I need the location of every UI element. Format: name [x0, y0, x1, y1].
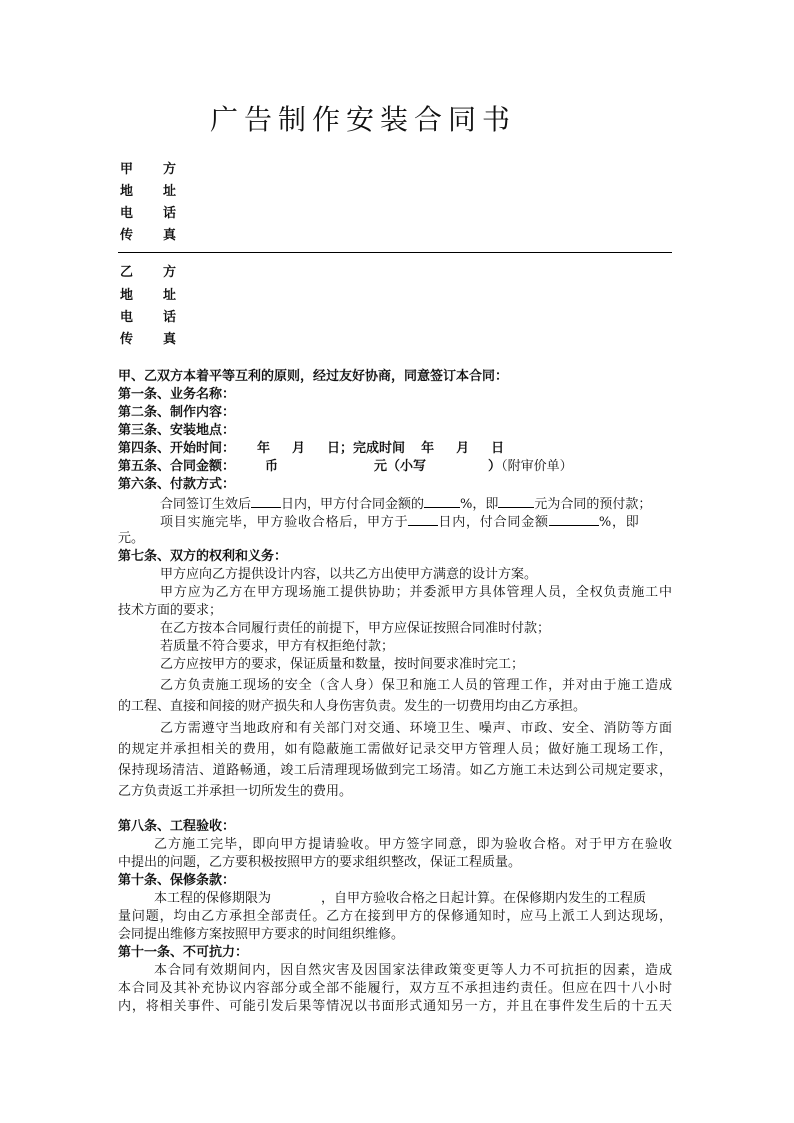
- clause-7-line: 乙方需遵守当地政府和有关部门对交通、环境卫生、噪声、市政、安全、消防等方面: [160, 721, 672, 736]
- end-day: 日: [491, 441, 505, 456]
- party-a-fax-1: 传: [120, 228, 134, 243]
- clause-11-label: 第十一条、不可抗力：: [118, 945, 249, 960]
- start-day: 日；完成时间: [327, 441, 406, 456]
- clause-7-line: 若质量不符合要求，甲方有权拒绝付款；: [160, 639, 395, 654]
- payment-line-1: [160, 494, 672, 514]
- clause-7-label: 第七条、双方的权利和义务：: [118, 549, 288, 564]
- clause-10-label: 第十条、保修条款：: [118, 873, 236, 888]
- currency: 币: [265, 459, 279, 474]
- payment-line-3: 元。: [118, 531, 145, 546]
- payment-text: 合同签订生效后: [160, 497, 252, 512]
- clause-7-line: 甲方应向乙方提供设计内容，以共乙方出使甲方满意的设计方案。: [160, 567, 538, 582]
- start-month: 月: [292, 441, 306, 456]
- party-a-label-2: 方: [163, 162, 177, 177]
- clause-7-line: 乙方负责施工现场的安全（含人身）保卫和施工人员的管理工作，并对由于施工造成: [160, 678, 672, 693]
- party-a-label-1: 甲: [120, 162, 134, 177]
- document-title: 广告制作安装合同书: [210, 103, 517, 136]
- divider: [118, 252, 672, 253]
- clause-7-line: 的工程、直接和间接的财产损失和人身伤害负责。发生的一切费用均由乙方承担。: [118, 699, 587, 714]
- start-year: 年: [257, 441, 271, 456]
- clause-7-line: 甲方应为乙方在甲方现场施工提供协助；并委派甲方具体管理人员，全权负责施工中: [160, 585, 672, 600]
- intro: 甲、乙双方本着平等互利的原则，经过友好协商，同意签订本合同：: [118, 369, 509, 384]
- clause-8-label: 第八条、工程验收：: [118, 819, 236, 834]
- party-a-fax-2: 真: [163, 228, 177, 243]
- clause-10-line: 会同提出维修方案按照甲方要求的时间组织维修。: [118, 927, 405, 942]
- clause-10-line: 量问题，均由乙方承担全部责任。乙方在接到甲方的保修通知时，应马上派工人到达现场，: [118, 909, 672, 924]
- clause-3: 第三条、安装地点：: [118, 423, 236, 438]
- clause-8-line: 中提出的问题，乙方要积极按照甲方的要求组织整改，保证工程质量。: [118, 855, 522, 870]
- party-a-address-1: 地: [120, 184, 134, 199]
- percent-blank[interactable]: [424, 494, 460, 508]
- payment-text: 日内，付合同金额: [438, 515, 549, 530]
- days-blank[interactable]: [251, 494, 281, 508]
- payment-text: 日内，甲方付合同金额的: [281, 497, 425, 512]
- clause-7-line: 乙方应按甲方的要求，保证质量和数量，按时间要求准时完工；: [160, 657, 525, 672]
- clause-7-line: 的规定并承担相关的费用，如有隐蔽施工需做好记录交甲方管理人员；做好施工现场工作，: [118, 742, 672, 757]
- party-b-label-2: 方: [163, 265, 177, 280]
- party-a-address-2: 址: [163, 184, 177, 199]
- clause-11-line: 内，将相关事件、可能引发后果等情况以书面形式通知另一方，并且在事件发生后的十五天: [118, 999, 672, 1014]
- amount-yuan: 元（小写: [374, 459, 427, 474]
- days-blank[interactable]: [408, 512, 438, 526]
- clause-4-label: 第四条、开始时间：: [118, 441, 236, 456]
- clause-6-label: 第六条、付款方式：: [118, 477, 236, 492]
- percent-blank[interactable]: [549, 512, 599, 526]
- clause-8-line: 乙方施工完毕，即向甲方提请验收。甲方签字同意，即为验收合格。对于甲方在验收: [154, 837, 672, 852]
- clause-7-line: 乙方负责返工并承担一切所发生的费用。: [118, 784, 353, 799]
- clause-5-label: 第五条、合同金额：: [118, 459, 236, 474]
- amount-blank[interactable]: [498, 494, 534, 508]
- party-b-address-2: 址: [163, 288, 177, 303]
- party-a-phone-2: 话: [163, 206, 177, 221]
- clause-11-line: 本合同及其补充协议内容部分或全部不能履行，双方互不承担违约责任。但应在四十八小时: [118, 981, 672, 996]
- clause-7-line: 在乙方按本合同履行责任的前提下，甲方应保证按照合同准时付款；: [160, 621, 551, 636]
- clause-2: 第二条、制作内容：: [118, 405, 236, 420]
- party-b-address-1: 地: [120, 288, 134, 303]
- payment-text: %，即: [598, 515, 640, 530]
- party-b-label-1: 乙: [120, 265, 134, 280]
- payment-text: %，即: [460, 497, 499, 512]
- clause-7-line: 保持现场清洁、道路畅通，竣工后清理现场做到完工场清。如乙方施工未达到公司规定要求，: [118, 763, 672, 778]
- payment-text: 项目实施完毕，甲方验收合格后，甲方于: [160, 515, 409, 530]
- end-year: 年: [421, 441, 435, 456]
- amount-close: ）: [488, 459, 502, 474]
- party-a-phone-1: 电: [120, 206, 134, 221]
- party-b-fax-2: 真: [163, 332, 177, 347]
- clause-10-text: ，自甲方验收合格之日起计算。在保修期内发生的工程质: [321, 891, 647, 906]
- clause-11-line: 本合同有效期间内，因自然灾害及因国家法律政策变更等人力不可抗拒的因素，造成: [154, 963, 672, 978]
- party-b-phone-2: 话: [163, 310, 177, 325]
- clause-7-line: 技术方面的要求；: [118, 603, 223, 618]
- amount-note: （附审价单）: [501, 459, 573, 474]
- clause-4: [118, 440, 672, 458]
- payment-text: 元为合同的预付款；: [534, 497, 652, 512]
- party-b-fax-1: 传: [120, 332, 134, 347]
- clause-10-text: 本工程的保修期限为: [154, 891, 272, 906]
- clause-10-line: [154, 890, 672, 908]
- payment-line-2: [160, 512, 672, 532]
- clause-1: 第一条、业务名称：: [118, 387, 236, 402]
- clause-5: [118, 458, 672, 476]
- party-b-phone-1: 电: [120, 310, 134, 325]
- end-month: 月: [456, 441, 470, 456]
